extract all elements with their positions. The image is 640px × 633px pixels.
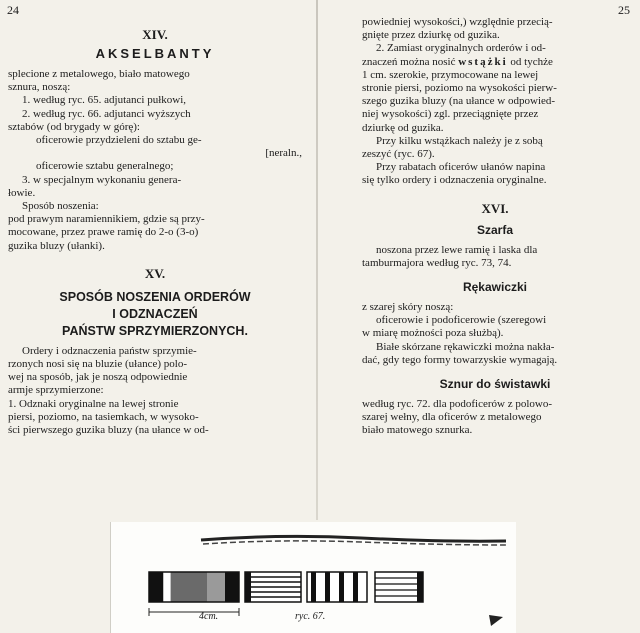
- text-line: łowie.: [8, 186, 36, 199]
- text-line: szego guzika bluzy (na ułance w odpowied-: [362, 95, 556, 108]
- text-line: zeszyć (ryc. 67).: [362, 148, 435, 161]
- text-line: się tylko ordery i odznaczenia oryginalne.: [362, 174, 547, 187]
- text-line: 1. Odznaki oryginalne na lewej stronie: [8, 397, 179, 410]
- right-page: [322, 0, 640, 515]
- figure-caption: ryc. 67.: [295, 611, 326, 622]
- text-line: z szarej skóry noszą:: [362, 301, 454, 314]
- text-line: szarej wełny, dla oficerów z metalowego: [362, 411, 542, 424]
- text-line: piersi, poziomo, na tasiemkach, w wysoko-: [8, 410, 199, 423]
- text-line: według ryc. 72. dla podoficerów z polowo-: [362, 398, 553, 411]
- text-line: [362, 56, 628, 69]
- page-number: 24: [7, 3, 19, 17]
- text-line: pod prawym naramiennikiem, gdzie są przy-: [8, 213, 205, 226]
- text-line: gnięte przez dziurkę od guzika.: [362, 29, 500, 42]
- text-line: 1. według ryc. 65. adjutanci pułkowi,: [22, 94, 187, 107]
- measure-label: 4cm.: [199, 611, 219, 622]
- ribbon-figure: [110, 522, 516, 633]
- section-title: SPOSÓB NOSZENIA ORDERÓW: [59, 289, 251, 304]
- text-line: rzonych nosi się na bluzie (ułance) polo-: [8, 358, 187, 371]
- section-numeral: XVI.: [481, 200, 509, 216]
- right-column: [362, 16, 628, 438]
- subsection-title: Rękawiczki: [462, 280, 528, 295]
- text-line: 2. według ryc. 66. adjutanci wyższych: [22, 107, 191, 120]
- text-line: noszona przez lewe ramię i laska dla: [376, 243, 538, 256]
- text-line: dać, gdy tego formy towarzyskie wymagają.: [362, 353, 558, 366]
- section-numeral: XV.: [144, 265, 166, 281]
- text-line: dziurkę od guzika.: [362, 121, 444, 134]
- text-line: 3. w specjalnym wykonaniu genera-: [22, 173, 182, 186]
- text-line: ści pierwszego guzika bluzy (na ułance w od-: [8, 424, 209, 437]
- text-line: stronie piersi, poziomo na wysokości pierw-: [362, 82, 557, 95]
- text-fragment: od tychże: [510, 55, 553, 68]
- text-line: 1 cm. szerokie, przymocowane na lewej: [362, 68, 539, 81]
- section-title: PAŃSTW SPRZYMIERZONYCH.: [62, 323, 248, 338]
- page-number: 25: [618, 3, 630, 17]
- text-line: guzika bluzy (ułanki).: [8, 239, 105, 252]
- text-line: sznura, noszą:: [8, 81, 71, 94]
- text-fragment: znaczeń można nosić: [362, 55, 456, 68]
- subsection-title: Sznur do świstawki: [439, 377, 551, 392]
- text-line: wej na sposób, jak je noszą odpowiednie: [8, 371, 188, 384]
- page-gutter: [316, 0, 318, 520]
- text-line: Przy kilku wstążkach należy je z sobą: [376, 134, 543, 147]
- section-title: I ODZNACZEŃ: [112, 306, 198, 321]
- text-line: [neraln.,: [265, 147, 302, 160]
- text-line: Przy rabatach oficerów ułanów napina: [376, 161, 546, 174]
- text-line: powiedniej wysokości,) względnie przecią-: [362, 16, 553, 28]
- emphasis-text: wstążki: [458, 55, 508, 68]
- text-line: Sposób noszenia:: [22, 200, 99, 213]
- left-column: [8, 22, 302, 437]
- left-page: [0, 0, 312, 515]
- section-numeral: XIV.: [142, 27, 168, 42]
- text-line: w miarę możności poza służbą).: [362, 327, 504, 340]
- text-line: armje sprzymierzone:: [8, 384, 104, 397]
- text-line: tamburmajora według ryc. 73, 74.: [362, 256, 512, 269]
- text-line: Białe skórzane rękawiczki można nakła-: [376, 340, 555, 353]
- text-line: oficerowie sztabu generalnego;: [36, 160, 174, 173]
- text-line: splecione z metalowego, biało matowego: [8, 68, 190, 80]
- section-title: AKSELBANTY: [95, 46, 215, 61]
- text-line: 2. Zamiast oryginalnych orderów i od-: [376, 42, 546, 55]
- text-line: oficerowie i podoficerowie (szeregowi: [376, 314, 547, 327]
- text-line: Ordery i odznaczenia państw sprzymie-: [22, 344, 197, 357]
- text-line: biało matowego sznurka.: [362, 424, 473, 437]
- text-line: mocowane, przez prawe ramię do 2-o (3-o): [8, 226, 199, 239]
- text-line: niej wysokości) zgl. przeciągnięte przez: [362, 108, 539, 121]
- text-line: sztabów (od brygady w górę):: [8, 120, 140, 133]
- subsection-title: Szarfa: [476, 222, 514, 237]
- text-line: oficerowie przydzieleni do sztabu ge-: [36, 134, 202, 147]
